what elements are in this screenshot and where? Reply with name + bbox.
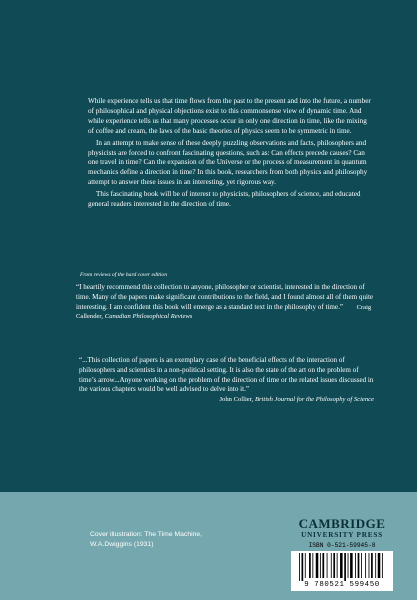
- publisher-name: CAMBRIDGE: [298, 516, 386, 531]
- cover-credit-line-1: Cover illustration: The Time Machine,: [90, 531, 203, 538]
- review-author: John Collier,: [219, 396, 254, 404]
- review-attribution: [79, 395, 376, 405]
- book-description: [88, 97, 372, 210]
- isbn-number: ISBN 0-521-59945-8: [308, 542, 376, 549]
- review-author: Craig Callender,: [76, 303, 372, 321]
- description-paragraph-3: This fascinating book will be of interest to physicists, philosophers of science, and educated general readers interested in the direction of time.: [88, 190, 361, 209]
- barcode: [291, 551, 393, 591]
- review-quote-callender: [76, 283, 376, 322]
- publisher-logo: [292, 517, 392, 540]
- cover-credit-line-2: W.A.Dwiggins (1931): [90, 540, 154, 548]
- review-source: Canadian Philosophical Reviews: [104, 313, 193, 321]
- barcode-bars: [299, 553, 385, 581]
- publisher-subname: UNIVERSITY PRESS: [301, 531, 383, 539]
- barcode-digits: 9 780521 599450: [304, 581, 380, 589]
- cover-illustration-credit: [90, 530, 230, 549]
- review-quote-collier: [79, 356, 376, 405]
- review-quote-text: “...This collection of papers is an exemplary case of the beneficial effects of the interaction of philosophers and scientists in a non-political setting. It is also the state of the art on the problem of time’s arrow...Anyone working on the problem of the direction of time or the related issues discussed in the various chapters would be well advised to delve into it.”: [79, 356, 374, 394]
- reviews-header: From reviews of the hard cover edition: [80, 272, 167, 278]
- description-paragraph-2: In an attempt to make sense of these deeply puzzling observations and facts, philosophers and physicists are forced to confront fascinating questions, such as: Can effects precede causes? Can one travel in time? Can the expansion of the Universe or the process of measurement in quantum mechanics define a direction in time? In this book, researchers from both physics and philosophy attempt to answer these issues in an interesting, yet rigorous way.: [88, 138, 368, 187]
- description-paragraph-1: While experience tells us that time flows from the past to the present and into the future, a number of philosophical and physical objections exist to this commonsense view of dynamic time. And while experience tells us that many processes occur in only one direction in time, like the mixing of coffee and cream, the laws of the basic theories of physics seem to be symmetric in time.: [88, 97, 371, 135]
- review-source: British Journal for the Philosophy of Science: [254, 396, 374, 404]
- review-quote-text: “I heartily recommend this collection to anyone, philosopher or scientist, interested in the direction of time. Many of the papers make significant contributions to the field, and I found almost all of them quite interesting. I am confident this book will emerge as a standard text in the philosophy of time.”: [76, 283, 374, 311]
